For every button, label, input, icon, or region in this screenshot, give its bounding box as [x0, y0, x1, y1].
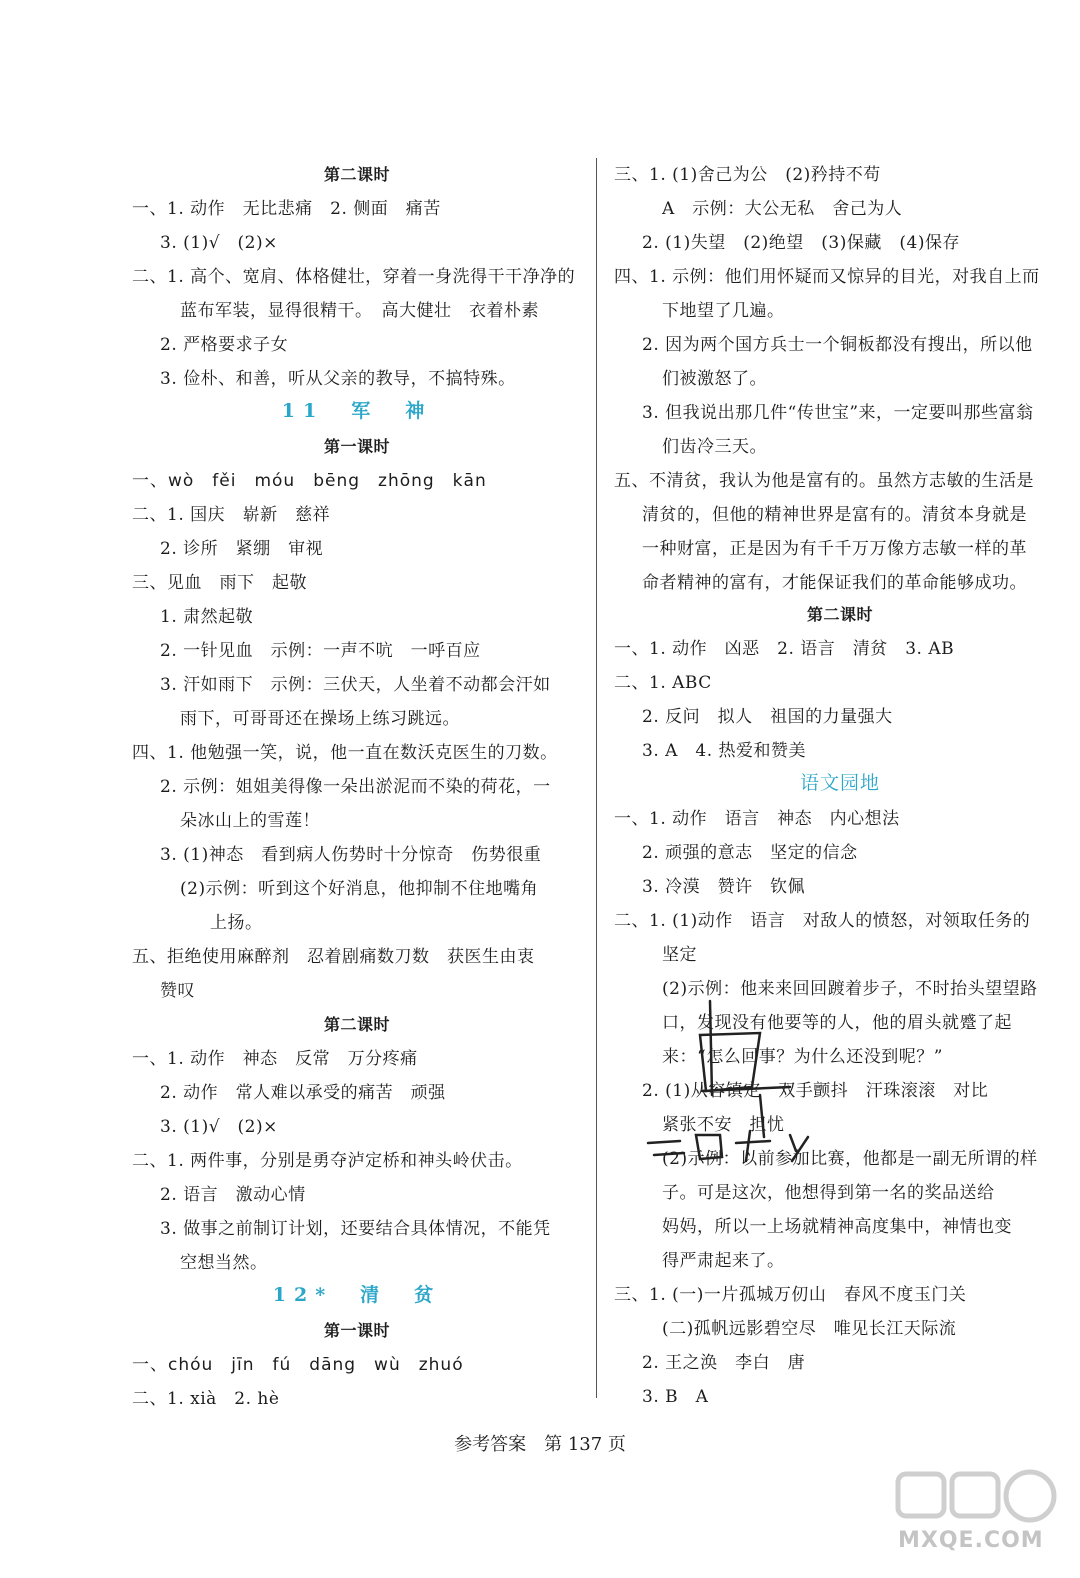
answer-line: 2. (1)从容镇定 双手颤抖 汗珠滚滚 对比	[642, 1081, 989, 1101]
lesson-heading: 第二课时	[323, 1015, 390, 1034]
answer-line: 3. A 4. 热爱和赞美	[642, 741, 807, 761]
answer-line: 2. 因为两个国方兵士一个铜板都没有搜出，所以他	[642, 335, 1033, 355]
answer-line: 三、见血 雨下 起敬	[132, 573, 307, 593]
answer-line: 朵冰山上的雪莲！	[180, 811, 320, 831]
answer-line: 3. (1)√ (2)×	[160, 233, 278, 253]
lesson-heading: 第一课时	[323, 1321, 390, 1340]
answer-line: 二、1. ABC	[614, 673, 712, 693]
answer-line: 3. (1)神态 看到病人伤势时十分惊奇 伤势很重	[160, 845, 542, 865]
answer-line: 三、1. (一)一片孤城万仞山 春风不度玉门关	[614, 1285, 967, 1305]
answer-line: 坚定	[662, 945, 697, 965]
answer-line: 二、1. 两件事，分别是勇夺泸定桥和神头岭伏击。	[132, 1151, 523, 1171]
answer-line: 四、1. 示例：他们用怀疑而又惊异的目光，对我自上而	[614, 267, 1040, 287]
answer-line: 2. 严格要求子女	[160, 335, 289, 355]
answer-line: (2)示例：听到这个好消息，他抑制不住地嘴角	[180, 879, 539, 899]
page-footer: 参考答案 第 137 页	[454, 1434, 626, 1455]
answer-line: 2. 一针见血 示例：一声不吭 一呼百应	[160, 641, 481, 661]
section-title: 11 军 神	[281, 400, 433, 422]
answer-line: 三、1. (1)舍己为公 (2)矜持不苟	[614, 165, 881, 185]
answer-line: 2. 反问 拟人 祖国的力量强大	[642, 707, 893, 727]
answer-line: 二、1. 国庆 崭新 慈祥	[132, 505, 331, 525]
answer-line: 2. (1)失望 (2)绝望 (3)保藏 (4)保存	[642, 233, 960, 253]
answer-line: 们被激怒了。	[662, 369, 767, 389]
answer-line: 3. 但我说出那几件“传世宝”来，一定要叫那些富翁	[642, 403, 1034, 423]
answer-line: 雨下，可哥哥还在操场上练习跳远。	[180, 709, 460, 729]
answer-line: 赞叹	[160, 981, 195, 1001]
answer-line: 3. B A	[642, 1387, 709, 1407]
answer-line: 3. 冷漠 赞许 钦佩	[642, 877, 806, 897]
section-title: 12* 清 贫	[272, 1284, 442, 1306]
answer-line: 3. (1)√ (2)×	[160, 1117, 278, 1137]
answer-line: 蓝布军装，显得很精干。 高大健壮 衣着朴素	[180, 301, 539, 321]
answer-line: 2. 顽强的意志 坚定的信念	[642, 843, 858, 863]
answer-line: 一、1. 动作 无比悲痛 2. 侧面 痛苦	[132, 199, 441, 219]
answer-line: 命者精神的富有，才能保证我们的革命能够成功。	[642, 573, 1027, 593]
answer-line: (2)示例：他来来回回踱着步子，不时抬头望望路	[662, 979, 1038, 999]
answer-line: (二)孤帆远影碧空尽 唯见长江天际流	[662, 1319, 957, 1339]
answer-line: 二、1. (1)动作 语言 对敌人的愤怒，对领取任务的	[614, 911, 1031, 931]
answer-line: 们齿冷三天。	[662, 437, 767, 457]
answer-line: 2. 示例：姐姐美得像一朵出淤泥而不染的荷花，一	[160, 777, 551, 797]
watermark-url: MXQE.COM	[898, 1528, 1044, 1553]
lesson-heading: 第二课时	[323, 165, 390, 184]
answer-line: 3. 汗如雨下 示例：三伏天，人坐着不动都会汗如	[160, 675, 551, 695]
answer-line: 空想当然。	[180, 1253, 268, 1273]
lesson-heading: 第一课时	[323, 437, 390, 456]
answer-line: 一、chóu jīn fú dāng wù zhuó	[132, 1355, 464, 1375]
answer-line: 下地望了几遍。	[662, 301, 785, 321]
answer-line: 2. 王之涣 李白 唐	[642, 1353, 806, 1373]
answer-line: (2)示例：以前参加比赛，他都是一副无所谓的样	[662, 1149, 1038, 1169]
answer-line: 2. 语言 激动心情	[160, 1185, 306, 1205]
watermark-logo	[888, 1468, 1068, 1568]
answer-line: 一种财富，正是因为有千千万万像方志敏一样的革	[642, 539, 1027, 559]
answer-line: 子。可是这次，他想得到第一名的奖品送给	[662, 1183, 995, 1203]
answer-line: 紧张不安 担忧	[662, 1115, 785, 1135]
answer-line: 3. 俭朴、和善，听从父亲的教导，不搞特殊。	[160, 369, 516, 389]
answer-line: 2. 动作 常人难以承受的痛苦 顽强	[160, 1083, 446, 1103]
answer-line: 2. 诊所 紧绷 审视	[160, 539, 324, 559]
answer-line: 1. 肃然起敬	[160, 607, 254, 627]
section-title: 语文园地	[799, 772, 880, 794]
answer-line: 口，发现没有他要等的人，他的眉头就蹙了起	[662, 1013, 1012, 1033]
answer-line: 五、拒绝使用麻醉剂 忍着剧痛数刀数 获医生由衷	[132, 947, 535, 967]
answer-line: 一、1. 动作 凶恶 2. 语言 清贫 3. AB	[614, 639, 955, 659]
answer-line: 来：“怎么回事？为什么还没到呢？”	[662, 1047, 943, 1067]
answer-line: 一、1. 动作 语言 神态 内心想法	[614, 809, 900, 829]
answer-line: 3. 做事之前制订计划，还要结合具体情况，不能凭	[160, 1219, 551, 1239]
answer-line: 上扬。	[210, 913, 263, 933]
answer-line: 清贫的，但他的精神世界是富有的。清贫本身就是	[642, 505, 1027, 525]
handwritten-scribble	[640, 995, 820, 1165]
column-divider	[596, 158, 597, 1398]
answer-line: 二、1. xià 2. hè	[132, 1389, 280, 1409]
lesson-heading: 第二课时	[806, 605, 873, 624]
answer-line: 一、wò fěi móu bēng zhōng kān	[132, 471, 487, 491]
answer-line: 四、1. 他勉强一笑，说，他一直在数沃克医生的刀数。	[132, 743, 558, 763]
answer-line: 二、1. 高个、宽肩、体格健壮，穿着一身洗得干干净净的	[132, 267, 576, 287]
answer-line: 妈妈，所以一上场就精神高度集中，神情也变	[662, 1217, 1012, 1237]
answer-line: 五、不清贫，我认为他是富有的。虽然方志敏的生活是	[614, 471, 1034, 491]
answer-line: A 示例：大公无私 舍己为人	[662, 199, 903, 219]
answer-line: 一、1. 动作 神态 反常 万分疼痛	[132, 1049, 418, 1069]
answer-line: 得严肃起来了。	[662, 1251, 785, 1271]
